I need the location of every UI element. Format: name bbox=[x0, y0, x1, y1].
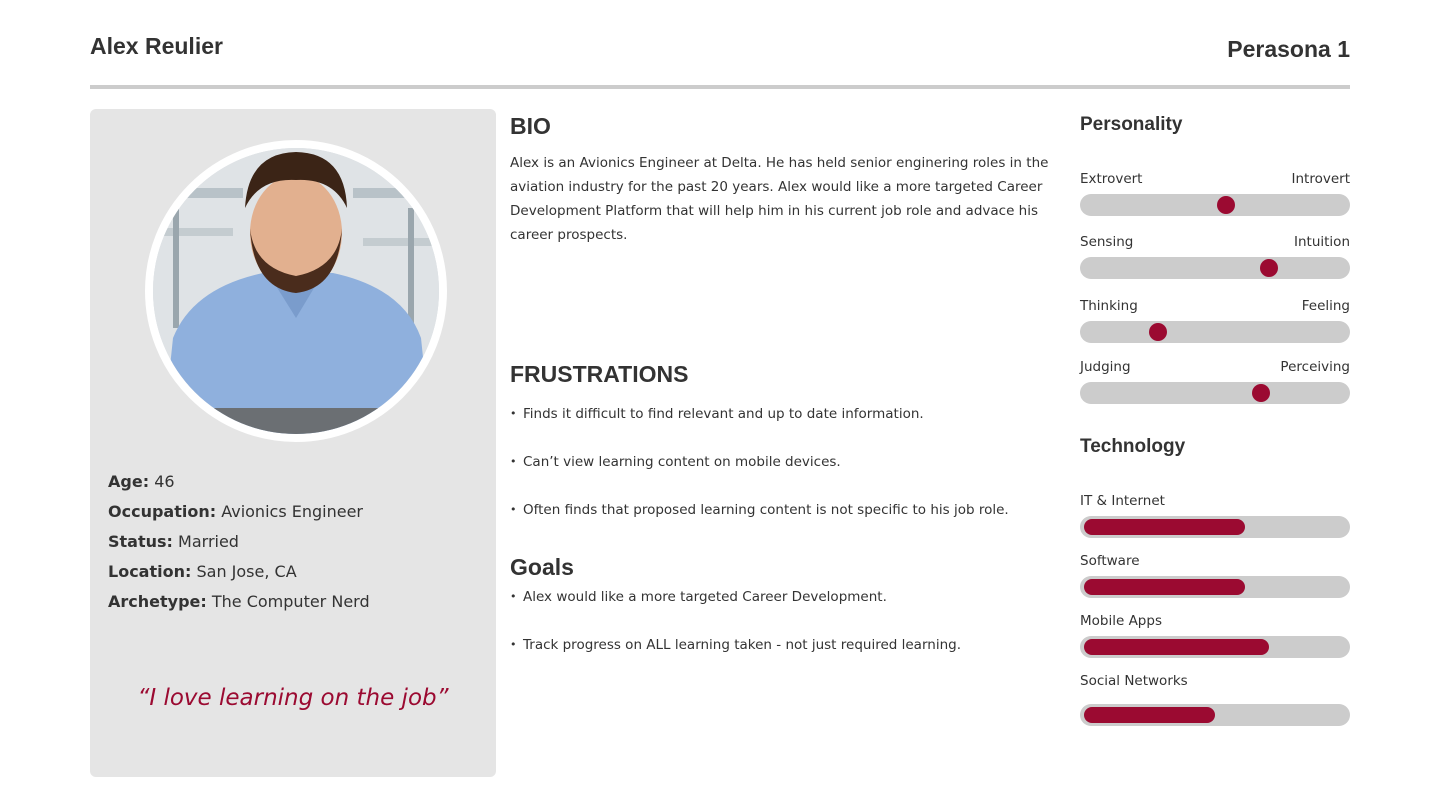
bullet-icon: • bbox=[510, 503, 517, 516]
trait-judging-perceiving bbox=[1080, 357, 1350, 404]
persona-label: Perasona 1 bbox=[1227, 36, 1350, 62]
trait-slider-knob bbox=[1217, 196, 1235, 214]
bio-text: Alex is an Avionics Engineer at Delta. He has held senior enginering roles in the aviation industry for the past 20 years. Alex would like a more targeted Career Development Platform that will help him in his current job role and advace his career prospects. bbox=[510, 155, 1049, 243]
tech-software bbox=[1080, 551, 1350, 598]
trait-sensing-intuition bbox=[1080, 232, 1350, 279]
list-item bbox=[510, 498, 1050, 546]
list-item bbox=[510, 402, 1050, 450]
persona-quote: “I love learning on the job” bbox=[137, 685, 449, 711]
tech-progress-track bbox=[1080, 516, 1350, 538]
avatar-photo-illustration bbox=[153, 148, 439, 434]
trait-right-label: Perceiving bbox=[1280, 359, 1350, 375]
personality-heading: Personality bbox=[1080, 114, 1183, 135]
fact-value: Married bbox=[178, 532, 239, 551]
tech-label: Software bbox=[1080, 553, 1140, 569]
trait-left-label: Sensing bbox=[1080, 234, 1134, 250]
fact-location bbox=[108, 557, 370, 587]
frustrations-heading: FRUSTRATIONS bbox=[510, 361, 689, 387]
list-item-text: Can’t view learning content on mobile devices. bbox=[523, 454, 841, 470]
list-item bbox=[510, 633, 1050, 681]
trait-slider-track bbox=[1080, 321, 1350, 343]
trait-right-label: Introvert bbox=[1291, 171, 1350, 187]
list-item-text: Alex would like a more targeted Career Development. bbox=[523, 589, 887, 605]
tech-progress-track bbox=[1080, 704, 1350, 726]
tech-progress-fill bbox=[1084, 639, 1269, 655]
header-divider bbox=[90, 85, 1350, 89]
profile-card bbox=[90, 109, 496, 777]
list-item-text: Often finds that proposed learning content is not specific to his job role. bbox=[523, 502, 1009, 518]
fact-label: Archetype: bbox=[108, 592, 207, 611]
avatar bbox=[145, 140, 447, 442]
technology-heading: Technology bbox=[1080, 436, 1186, 457]
trait-slider-track bbox=[1080, 382, 1350, 404]
profile-facts bbox=[108, 467, 370, 617]
list-item bbox=[510, 450, 1050, 498]
trait-right-label: Intuition bbox=[1294, 234, 1350, 250]
fact-value: San Jose, CA bbox=[196, 562, 297, 581]
trait-left-label: Extrovert bbox=[1080, 171, 1143, 187]
trait-right-label: Feeling bbox=[1301, 298, 1350, 314]
persona-name: Alex Reulier bbox=[90, 33, 223, 59]
list-item-text: Track progress on ALL learning taken - not just required learning. bbox=[523, 637, 961, 653]
trait-extrovert-introvert bbox=[1080, 169, 1350, 216]
tech-it-internet bbox=[1080, 491, 1350, 538]
trait-slider-track bbox=[1080, 194, 1350, 216]
bullet-icon: • bbox=[510, 638, 517, 651]
trait-slider-knob bbox=[1260, 259, 1278, 277]
fact-value: Avionics Engineer bbox=[221, 502, 363, 521]
tech-progress-track bbox=[1080, 576, 1350, 598]
fact-value: 46 bbox=[154, 472, 175, 491]
list-item bbox=[510, 585, 1050, 633]
trait-left-label: Thinking bbox=[1080, 298, 1138, 314]
fact-label: Status: bbox=[108, 532, 173, 551]
tech-label: Mobile Apps bbox=[1080, 613, 1162, 629]
fact-archetype bbox=[108, 587, 370, 617]
goals-heading: Goals bbox=[510, 554, 574, 580]
bullet-icon: • bbox=[510, 590, 517, 603]
list-item-text: Finds it difficult to find relevant and up to date information. bbox=[523, 406, 924, 422]
frustrations-list bbox=[510, 402, 1050, 546]
bio-heading: BIO bbox=[510, 113, 551, 139]
bullet-icon: • bbox=[510, 455, 517, 468]
tech-social-networks bbox=[1080, 671, 1350, 726]
tech-progress-track bbox=[1080, 636, 1350, 658]
fact-label: Location: bbox=[108, 562, 192, 581]
tech-progress-fill bbox=[1084, 579, 1245, 595]
tech-progress-fill bbox=[1084, 519, 1245, 535]
fact-age bbox=[108, 467, 370, 497]
trait-slider-track bbox=[1080, 257, 1350, 279]
tech-mobile-apps bbox=[1080, 611, 1350, 658]
goals-list bbox=[510, 585, 1050, 681]
fact-label: Age: bbox=[108, 472, 150, 491]
fact-label: Occupation: bbox=[108, 502, 217, 521]
tech-progress-fill bbox=[1084, 707, 1215, 723]
tech-label: IT & Internet bbox=[1080, 493, 1165, 509]
bullet-icon: • bbox=[510, 407, 517, 420]
fact-occupation bbox=[108, 497, 370, 527]
trait-thinking-feeling bbox=[1080, 296, 1350, 343]
trait-slider-knob bbox=[1149, 323, 1167, 341]
trait-left-label: Judging bbox=[1080, 359, 1131, 375]
fact-status bbox=[108, 527, 370, 557]
trait-slider-knob bbox=[1252, 384, 1270, 402]
fact-value: The Computer Nerd bbox=[211, 592, 370, 611]
tech-label: Social Networks bbox=[1080, 673, 1188, 689]
